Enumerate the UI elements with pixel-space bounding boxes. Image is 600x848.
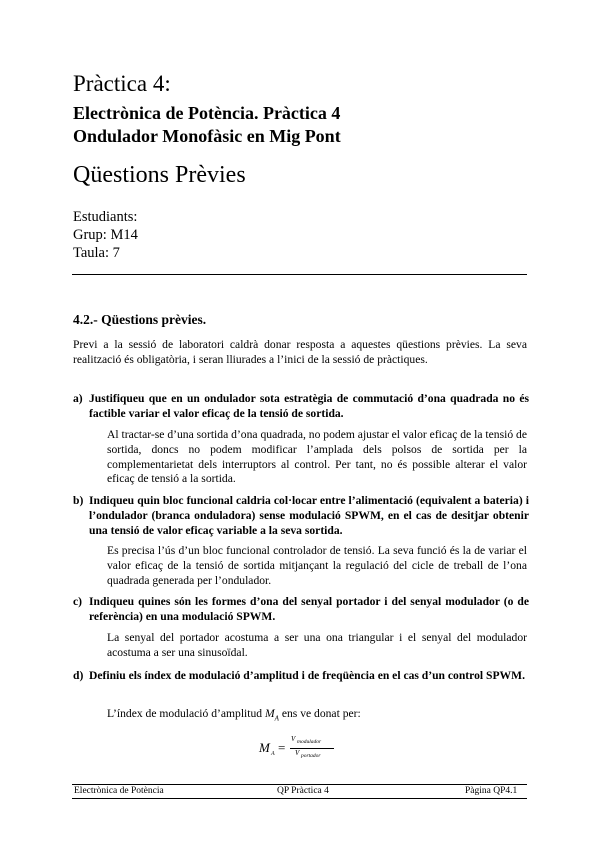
- question-label: c): [73, 595, 83, 608]
- section-title: Qüestions Prèvies: [73, 162, 246, 188]
- question-text: Indiqueu quines són les formes d’ona del senyal portador i del senyal modulador (o de referència) en una modulació SPWM.: [89, 595, 529, 623]
- section-heading: 4.2.- Qüestions prèvies.: [73, 312, 207, 327]
- modulation-index-subscript: A: [274, 714, 279, 723]
- question-a: [73, 392, 529, 422]
- question-d: [73, 669, 529, 684]
- amplitude-modulation-formula: [259, 735, 349, 768]
- answer-d: [107, 707, 527, 726]
- question-label: d): [73, 669, 84, 682]
- document-title: Pràctica 4:: [73, 71, 171, 96]
- footer-page-number: Pàgina QP4.1: [465, 786, 518, 796]
- answer-b: Es precisa l’ús d’un bloc funcional controlador de tensió. La seva funció és la de variar el valor eficaç de la tensió de sortida mitjançant la regulació del cicle de treball de l’ona quadrada generada per l’ondulador.: [107, 544, 527, 587]
- formula-lhs-subscript: A: [271, 751, 275, 757]
- footer-left: Electrònica de Potència: [74, 786, 164, 796]
- question-label: b): [73, 494, 84, 507]
- formula-denominator: V: [295, 749, 300, 757]
- question-label: a): [73, 392, 83, 405]
- section-intro: Previ a la sessió de laboratori caldrà donar resposta a aquestes qüestions prèvies. La seva realització és obligatòria, i seran lliurades a l’inici de la sessió de pràctiques.: [73, 338, 527, 366]
- answer-c: La senyal del portador acostuma a ser una ona triangular i el senyal del modulador acostuma a ser una sinusoïdal.: [107, 631, 527, 659]
- header-divider: [72, 274, 527, 275]
- group-field: Grup: M14: [73, 227, 138, 243]
- answer-a: Al tractar-se d’una sortida d’ona quadrada, no podem ajustar el valor eficaç de la tensió de sortida, doncs no podem modificar l’amplada dels polsos de sortida per la complementarietat dels interruptors al control. Per tant, no és possible alterar el valor eficaç de tensió a la sortida.: [107, 428, 527, 486]
- formula-denominator-subscript: portador: [301, 753, 321, 759]
- formula-lhs: M: [259, 740, 270, 755]
- document-subtitle-line2: Ondulador Monofàsic en Mig Pont: [73, 126, 341, 146]
- footer-center: QP Pràctica 4: [277, 786, 329, 796]
- question-text: Justifiqueu que en un ondulador sota estratègia de commutació d’ona quadrada no és factible variar el valor eficaç de la tensió de sortida.: [89, 392, 529, 420]
- document-subtitle-line1: Electrònica de Potència. Pràctica 4: [73, 103, 341, 123]
- formula-numerator-subscript: modulador: [297, 739, 322, 745]
- question-b: [73, 494, 529, 538]
- students-field: Estudiants:: [73, 209, 138, 225]
- question-text: Definiu els índex de modulació d’amplitud i de freqüència en el cas d’un control SPWM.: [89, 669, 525, 682]
- modulation-index-symbol: M: [265, 707, 275, 720]
- formula-numerator: V: [291, 735, 296, 743]
- answer-text-prefix: L’índex de modulació d’amplitud: [107, 707, 265, 720]
- answer-text-suffix: ens ve donat per:: [278, 707, 361, 720]
- formula-equals: =: [278, 740, 286, 755]
- table-field: Taula: 7: [73, 245, 120, 261]
- question-text: Indiqueu quin bloc funcional caldria col·locar entre l’alimentació (equivalent a bateria) i l’ondulador (branca onduladora) sense modulació SPWM, en el cas de desitjar obtenir una tensió de valor eficaç variable a la seva sortida.: [89, 494, 529, 537]
- question-c: [73, 595, 529, 625]
